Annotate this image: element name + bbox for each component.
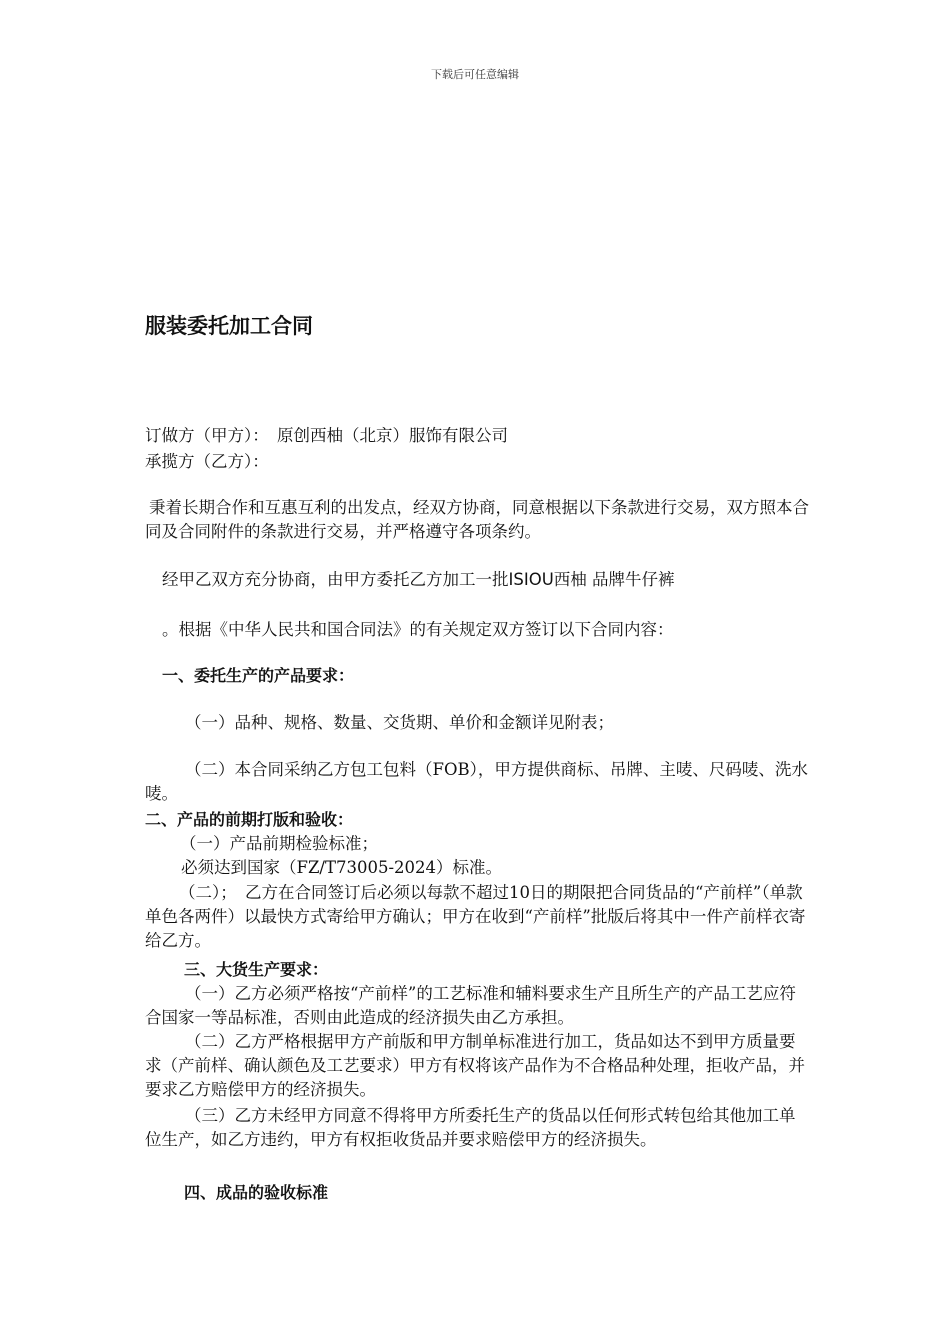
section3-item1: （一）乙方必须严格按“产前样”的工艺标准和辅料要求生产且所生产的产品工艺应符合国家一等品标准，否则由此造成的经济损失由乙方承担。 — [145, 984, 796, 1027]
law-clause: 。根据《中华人民共和国合同法》的有关规定双方签订以下合同内容： — [162, 620, 674, 639]
consult-brand: ISIOU — [508, 570, 554, 589]
header-note: 下载后可任意编辑 — [431, 68, 519, 81]
section2-item2: （二）； 乙方在合同签订后必须以每款不超过10日的期限把合同货品的“产前样”（单款单色各两件）以最快方式寄给甲方确认；甲方在收到“产前样”批版后将其中一件产前样衣寄给乙方。 — [145, 883, 806, 950]
section2-item1-detail: 必须达到国家（FZ/T73005-2024）标准。 — [181, 858, 503, 877]
consult-line — [162, 568, 827, 592]
section2-heading: 二、产品的前期打版和验收： — [145, 810, 354, 829]
section4-heading: 四、成品的验收标准 — [184, 1183, 329, 1202]
section1-heading: 一、委托生产的产品要求： — [162, 666, 355, 685]
consult-suffix: 西柚 品牌牛仔裤 — [553, 570, 675, 589]
document-title: 服装委托加工合同 — [145, 314, 313, 338]
section3-item2: （二）乙方严格根据甲方产前版和甲方制单标准进行加工，货品如达不到甲方质量要求（产前样、确认颜色及工艺要求）甲方有权将该产品作为不合格品种处理，拒收产品，并要求乙方赔偿甲方的经济损失。 — [145, 1032, 805, 1099]
party-a-line: 订做方（甲方）： 原创西柚（北京）服饰有限公司 — [145, 426, 508, 445]
consult-prefix: 经甲乙双方充分协商，由甲方委托乙方加工一批 — [162, 570, 509, 589]
party-b-line: 承揽方（乙方）： — [145, 452, 269, 471]
section3-item3: （三）乙方未经甲方同意不得将甲方所委托生产的货品以任何形式转包给其他加工单位生产，如乙方违约，甲方有权拒收货品并要求赔偿甲方的经济损失。 — [145, 1106, 796, 1149]
intro-paragraph: 秉着长期合作和互惠互利的出发点，经双方协商，同意根据以下条款进行交易，双方照本合同及合同附件的条款进行交易，并严格遵守各项条约。 — [145, 498, 809, 541]
section2-item1: （一）产品前期检验标准； — [180, 834, 378, 853]
section3-heading: 三、大货生产要求： — [184, 960, 329, 979]
section1-item2: （二）本合同采纳乙方包工包料（FOB），甲方提供商标、吊牌、主唛、尺码唛、洗水唛。 — [145, 760, 808, 803]
section1-item1: （一）品种、规格、数量、交货期、单价和金额详见附表； — [185, 713, 614, 732]
